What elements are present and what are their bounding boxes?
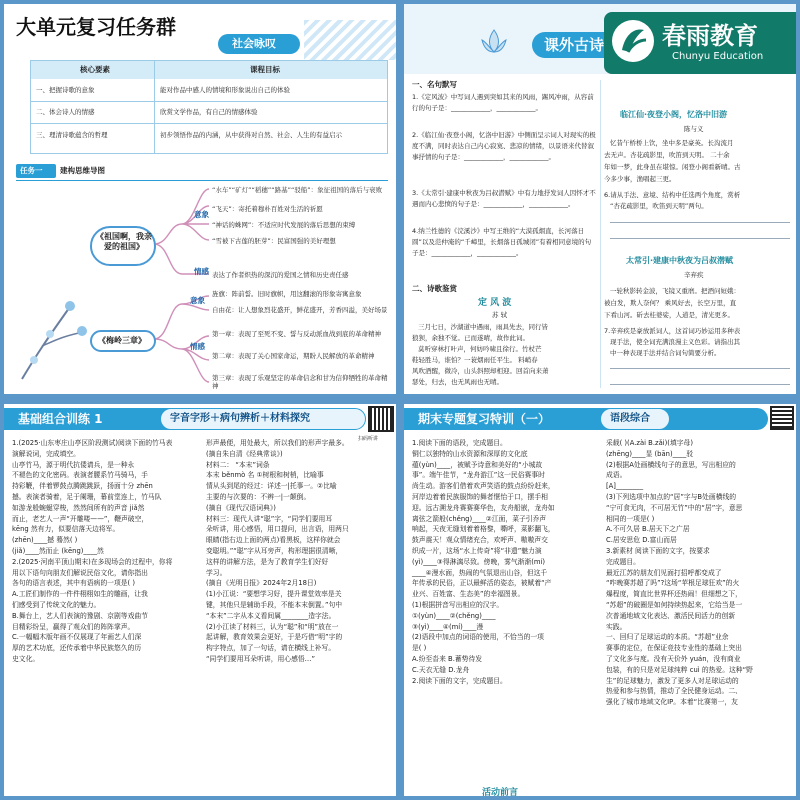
text-line: 鼓声震天！观众情绪充合，欢呼声、嗷嗷声交 [412,536,548,545]
brand-name: 春雨教育 [662,21,758,50]
map-leaf: “水车”“矿灯”“稻穗”“路基”“驳船”：象征祖国的落后与衰败 [212,186,383,194]
text-line: 迎。远古溯龙舟赛赛赛华色，友舟船嵌，龙舟如 [412,503,555,512]
subtitle: 字音字形＋病句辨析＋材料探究 [170,413,310,424]
text-line: 变聪明。”“聪”字从耳旁声，构形理据很清晰， [206,546,343,555]
table-header-2: 课程目标 [250,65,280,74]
table-header-1: 核心要素 [80,65,110,74]
brand-name-en: Chunyu Education [672,51,764,62]
text-line: (1)小江说：“要想学习好，提升课堂效率是关 [206,590,342,599]
text-line: (3)下列选项中加点的“居”字与B处画横线的 [606,492,737,501]
text-line: ____④漫水面，热闹的气氛退出山谷，但这千 [412,568,548,577]
text-line: A.纷至沓来 B.蓄势待发 [412,654,483,663]
text-line: (摘自《现代汉语词典》) [206,503,276,512]
table-cell: 能对作品中感人的情境和形象说出自己的体验 [160,86,290,94]
text-line: 厚的艺术功底，还传承着中华民族悠久的历 [12,644,142,653]
text-line: 河岸边着着民族服饰的舞者惬怡于口，摆手相 [412,492,548,501]
text-line: “苏超”的破圈是如何持续热起来，它给当是一 [606,600,743,609]
qr-code-icon[interactable] [770,406,794,430]
poem-author: 苏 轼 [492,311,508,319]
text-line: 如游龙般蜿蜒穿梭，然然间所有的声音 jiǎ然 [12,503,145,512]
text-line: (2)语段中加点的词语的使用，不恰当的一项 [412,633,544,642]
text-line: 次普通地域文化表达、激活民间活力的创新 [606,611,736,620]
text-line: 是( ) [412,644,427,653]
right-poem-title-2: 太常引·建康中秋夜为吕叔潜赋 [626,256,734,265]
text-line: 年传承的民俗，正以最鲜活的姿态，被赋着“产 [412,579,552,588]
panel-extra-poems [404,4,796,394]
text-line: (yì)____③得淋漓尽致。傍晚，雾气渐渐(mí) [412,557,546,566]
text-line: 用以下语句向朋友们解说民俗文化，请你指出 [12,568,148,577]
map-leaf: “神话的蛛网”：不适应时代发展的落后思想的束缚 [212,221,356,229]
text-line: 离弦之箭般(chěng)____②江面，菜子引乔声 [412,514,547,523]
brand-logo-icon [610,18,656,64]
question: 2.《临江仙·夜登小阁，忆洛中旧游》中侧面呈示词人对现实的极度不满，同时表达自己内心寂寞、悲凉的情绪，以景语来代替叙事抒情的句子是：____________，____________。 [412,131,596,161]
task-label: 建构思维导图 [60,166,105,175]
map-leaf: 第一章：表现了至死不变、誓与反动派血战到底的革命精神 [212,330,381,338]
table-cell: 欣赏文学作品，有自己的情感体验 [160,108,258,116]
text-line: 爆程度，简直比世界杯还热闹！但细想之下， [606,590,742,599]
text-line: 3.新素材 阅读下面的文字，按要求 [606,546,710,555]
text-line: 蕴(yùn)____，被赋予诗意和美好的“小城故 [412,460,543,469]
question: 4.纳兰性德的《浣溪沙》中写王维的“大漠孤烟直，长河落日圆”以及范仲淹的“千嶂里，长烟落日孤城闭”有着相同意境的句子是：____________，____________。 [412,227,592,257]
text-line: ①(yùn)____②(chěng)____ [412,611,496,620]
plum-blossom-illustration [12,284,92,384]
text-line: 响起，天夜无缝划着着格黎，嘶呼，菜影翻飞， [412,525,555,534]
text-line: (2)小江读了材料三，认为“聪”和“明”放在一 [206,622,339,631]
task-badge-text: 任务一 [20,166,43,175]
text-line: 而止，老艺人一声“开雕喽——”，鞭声破空， [12,514,149,523]
text-line: (1)根据拼音写出相应的汉字。 [412,600,504,609]
text-line: 主要的与次要的：不辨一|一颠倒。 [206,492,311,501]
map-leaf: 旌旗：阵前誓。旧时旗帜，用这翻滚的形象寄寓意象 [212,290,362,298]
text-line: 尚生动。游客们借着欢声笑语的鼓点纷纷赶来， [412,482,555,491]
text-line: (jiǎ)____然而止 (kēng)____然 [12,546,104,555]
text-line: 朵听讲，用心感悟，用口提问，出言语，用两只 [206,525,349,534]
text-line: 撼。表演者骑着，足于阑珊，幕前堂连上，竹马队 [12,492,162,501]
poem-line: 年如一梦，此身虽在堪惊。闲登小阁看新晴。古 [604,163,741,171]
poem-line: 去无声。杏花疏影里，吹笛到天明。 二十余 [604,151,730,159]
page-title: 基础组合训练 1 [18,412,103,426]
text-line: 们感受到了传统文化的魅力。 [12,600,101,609]
right-poem-title-1: 临江仙·夜登小阁，忆洛中旧游 [620,110,728,119]
text-line: 采载( )(A.zài B.zǎi)(填字母) [606,439,693,447]
text-line: 本末 běnmò 名 ①树根和树梢，比喻事 [206,471,324,480]
text-line: “本末”二字从本义看间属________造字法。 [206,611,336,620]
poem-line: 一轮秋影转金波，飞镜又重磨。把酒问姮娥： [610,287,740,295]
text-line: 包装，有的只是对足球纯粹 cuì 的热爱。这种“野 [606,665,753,674]
panel-basic-training [4,404,396,796]
node-image-2: 意象 [190,296,205,305]
text-line: A.工匠们制作的一件件栩栩如生的雕画，让我 [12,590,148,599]
text-line: (摘自《光明日报》2024年2月18日) [206,579,317,588]
poem-line: 下看山河。斫去桂婆娑，人道是，清光更多。 [604,311,734,319]
map-leaf: “雪被下古莲的胚芽”：民富国强的美好理想 [212,237,336,245]
text-line: 一、回归了足球运动的本质。“苏超”业余 [606,633,729,642]
text-line: 生”的足球魅力，激发了更多人对足球运动的 [606,676,739,685]
node-feel-1: 情感 [194,267,209,276]
map-leaf: 第二章：表现了关心国家命运，期盼人民解放的革命精神 [212,352,375,360]
tag-text: 语段综合 [610,413,650,424]
text-line: 成语。 [606,471,627,480]
poem-line: 鞋轻胜马，谁怕？一蓑烟雨任平生。 料峭春 [412,356,538,364]
question: 7.辛弃疾是豪放派词人，这首词巧妙运用多种表 [604,327,741,335]
text-line: 不褪色的文化密码。表演者腰系竹马骑马，手 [12,471,148,480]
text-line: 完成题目。 [606,557,640,566]
text-line: (zhēn)____撼 蓦然( ) [12,536,78,545]
text-line: 演解说词，完成填空。 [12,449,80,458]
question: 1.《定风波》中写词人遇到突如其来的风雨，踢风冲雨，从容前行的句子是：____________，____________。 [412,93,594,112]
text-line: 业兴、百姓富、生态美”的幸福图景。 [412,590,525,599]
text-line: C.一幅幅木版年画不仅展现了年画艺人们深 [12,633,142,642]
activity-heading: 活动前言 [482,788,519,796]
text-line: 热爱和参与热情，推动了全民健身运动。二、 [606,687,742,696]
map-leaf: 第三章：表现了乐观坚定的革命信念和甘为信仰牺牲的革命精神 [212,374,388,390]
text-line: 事”。端午佳节，“龙舟游江”这一民俗赛事时 [412,471,545,480]
text-line: (摘自朱自清《经典常谈》) [206,449,283,458]
page-title: 大单元复习任务群 [16,15,176,39]
text-line: kēng 然有力，似要信落天边将军。 [12,525,120,534]
sec-appreciation: 二、诗歌鉴赏 [412,284,457,293]
text-line: (2)根据A处画横线句子的意思，写出相应的 [606,460,736,469]
node-image-1: 意象 [194,210,209,219]
question: 6.请从手法、意境、结构中任选两个角度，赏析 [604,191,741,199]
text-line: 起讲解，教育效果会更好，于是巧借“明”字的 [206,633,343,642]
question: 3.《太常引·建康中秋夜为吕叔潜赋》中有力地抒发词人因怀才不遇而内心悲愤的句子是：____________，____________。 [412,189,596,208]
sec-recite: 一、名句默写 [412,80,457,89]
table-cell: 三、理清诗歌蕴含的哲理 [36,131,108,139]
answer-line [610,222,790,223]
text-line: B.舞台上，艺人们表演的豫剧、京剧等戏曲节 [12,611,148,620]
poem-node-2-text: 《梅岭三章》 [98,336,146,345]
text-line: 1.(2025·山东枣庄山亭区阶段测试)阅读下面的竹马表 [12,439,173,447]
text-line: 山亭竹马，源于明代抗倭请兵，是一种永 [12,460,135,469]
text-line: ③(yì)____④(mí)____漫 [412,622,484,631]
left-column [412,438,598,686]
answer-line [610,368,790,369]
poem-line: 瑟处，归去，也无风雨也无晴。 [412,378,503,386]
text-line: (zhēng)____显 (bān)____驳 [606,449,694,458]
poem-title: 定 风 波 [478,298,512,308]
text-line: 相同的一项是( ) [606,514,655,523]
text-line: 材料二： “本末”词条 [206,460,270,469]
right-column [206,438,392,665]
text-line: 构字特点，加了一句话，请在横线上补写。 [206,644,336,653]
poem-node-1-text: 《祖国啊，我亲爱的祖国》 [96,232,152,251]
text-line: 各句的语言表述，其中有语病的一项是( ) [12,579,136,588]
text-line: 了文化多与度。没有天价外 yuán，没有商业 [606,654,741,663]
text-line: “宁可食无肉，不可居无竹”中的“居”字，意思 [606,503,743,512]
text-line: 史文化。 [12,654,40,663]
text-line: 2.阅读下面的文字，完成题目。 [412,676,507,685]
qr-label: 扫码听讲 [358,436,379,442]
node-feel-2: 情感 [190,342,205,351]
answer-line [610,238,790,239]
right-poem-author-1: 陈与义 [684,125,704,133]
table-cell: 一、把握诗歌的意象 [36,86,95,94]
text-line: 实践。 [606,622,627,631]
text-line: A.不可久居 B.居天下之广居 [606,525,690,534]
text-line: 2.(2025·河南平顶山期末)在多现场会的过程中，你将 [12,557,173,566]
poem-line: 今多少事，渔唱起三更。 [604,175,676,183]
text-line: 持彩鞭，伴着锣鼓点腾跳跳跃，扬面十分 zhēn [12,482,153,491]
poem-line: 三月七日，沙湖道中遇雨，雨具先去，同行皆 [418,323,548,331]
text-line: 织成一片，这场“水上传奇”将“非遗”魅力演 [412,546,542,555]
text-line: “咋晚赛苏超了吗”?这场“苹根足球狂欢”的火 [606,579,740,588]
text-line: 键，其他只是辅助手段，不能本末倒置。”句中 [206,600,343,609]
question: 现手法，使全词充满浪漫主义色彩。请指出其 [610,338,740,346]
text-line: 1.阅读下面的语段，完成题目。 [412,439,507,447]
question: “杏花疏影里，吹笛到天明”两句。 [610,202,708,210]
text-line: 这样的讲解方法，是为了教育学生们好好 [206,557,329,566]
section-title: 课外古诗 [544,36,605,54]
text-line: 赛事的定位，在保证竞技专业性的基础上突出 [606,644,742,653]
question: 中一种表现手法并结合词句简要分析。 [610,349,721,357]
lotus-icon [474,22,514,62]
tag-text: 社会咏叹 [232,37,276,50]
text-line: 强化了城市地域文化IP。本着“比赛第一，友 [606,698,738,707]
map-leaf: “飞天”：寄托着穆朴百姓对生活的祈愿 [212,205,323,213]
text-line: [A]________ [606,482,644,491]
map-leaf: 自由花：让人想象烈花盛开，鲜花盛开，芳香四溢，美好场景 [212,306,388,314]
column-divider [600,80,601,388]
text-line: 最近江苏的朋友们见面打招呼都变成了 [606,568,722,577]
text-line: 情从头到尾的经过：详述一|托事一。②比喻 [206,482,337,491]
map-leaf: 表达了作者炽热的深沉的爱国之情和历史责任感 [212,271,349,279]
page-title: 期末专题复习特训（一） [418,412,551,426]
answer-line [610,384,790,385]
left-column [12,438,198,665]
poem-line: 忆昔午桥桥上饮，坐中多是豪英。长沟流月 [610,139,734,147]
text-line: 材料三：现代人讲“聪”字，“同学们要用耳 [206,514,333,523]
table-cell: 二、体会诗人的情感 [36,108,95,116]
poem-line: 被白发，欺人奈何？ 乘风好去，长空万里，直 [604,299,737,307]
text-line: C.居安思危 D.富山而居 [606,536,677,545]
text-line: C.天衣无缝 D.龙舟 [412,665,470,674]
table-cell: 初步领悟作品的内涵，从中获得对自然、社会、人生的有益启示 [160,131,342,139]
panel-final-review [404,404,796,796]
panel-unit-review [4,4,396,394]
text-line: 铜仁以独特的山水资源和深厚的文化底 [412,449,528,458]
right-poem-author-2: 辛弃疾 [684,271,704,279]
text-line: 学习。 [206,568,227,577]
text-line: 目精彩纷呈，赢得了观众们的阵阵掌声。 [12,622,135,631]
right-column [606,438,792,708]
text-line: 眼睛(指右边上面的两点)看黑板，这样你就会 [206,536,341,545]
poem-line: 狼狈，余独不觉。已而遂晴，故作此词。 [412,334,529,342]
poem-line: 风吹酒醒，微冷，山头斜照却相迎。回首向来萧 [412,367,549,375]
text-line: 形声最便，用处最大，所以我们的形声字最多。 [206,439,349,447]
qr-code-icon[interactable] [368,406,394,432]
text-line: “同学们要用耳朵听讲，用心感悟…” [206,654,315,663]
poem-line: 莫听穿林打叶声，何妨吟啸且徐行。竹杖芒 [418,345,542,353]
